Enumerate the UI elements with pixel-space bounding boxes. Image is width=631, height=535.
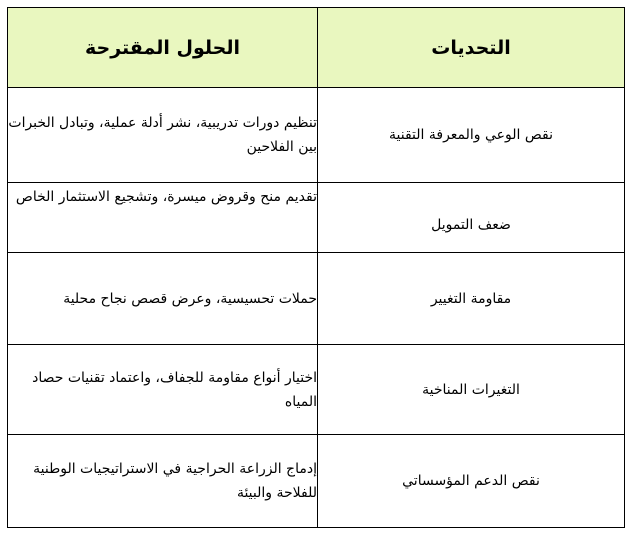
solution-cell: تقديم منح وقروض ميسرة، وتشجيع الاستثمار الخاص	[8, 183, 318, 253]
solution-cell: حملات تحسيسية، وعرض قصص نجاح محلية	[8, 253, 318, 345]
challenge-cell: نقص الوعي والمعرفة التقنية	[318, 88, 625, 183]
challenge-cell: نقص الدعم المؤسساتي	[318, 435, 625, 528]
solution-cell: اختيار أنواع مقاومة للجفاف، واعتماد تقنيات حصاد المياه	[8, 345, 318, 435]
table-row	[8, 435, 625, 528]
table-row	[8, 253, 625, 345]
challenge-cell: التغيرات المناخية	[318, 345, 625, 435]
header-solutions: الحلول المقترحة	[8, 8, 318, 88]
table-row	[8, 345, 625, 435]
solution-cell: تنظيم دورات تدريبية، نشر أدلة عملية، وتبادل الخبرات بين الفلاحين	[8, 88, 318, 183]
solution-cell: إدماج الزراعة الحراجية في الاستراتيجيات الوطنية للفلاحة والبيئة	[8, 435, 318, 528]
header-challenges: التحديات	[318, 8, 625, 88]
challenge-cell: مقاومة التغيير	[318, 253, 625, 345]
challenges-solutions-table	[7, 7, 625, 528]
header-row	[8, 8, 625, 88]
table-row	[8, 88, 625, 183]
table-row	[8, 183, 625, 253]
challenge-cell: ضعف التمويل	[318, 183, 625, 253]
